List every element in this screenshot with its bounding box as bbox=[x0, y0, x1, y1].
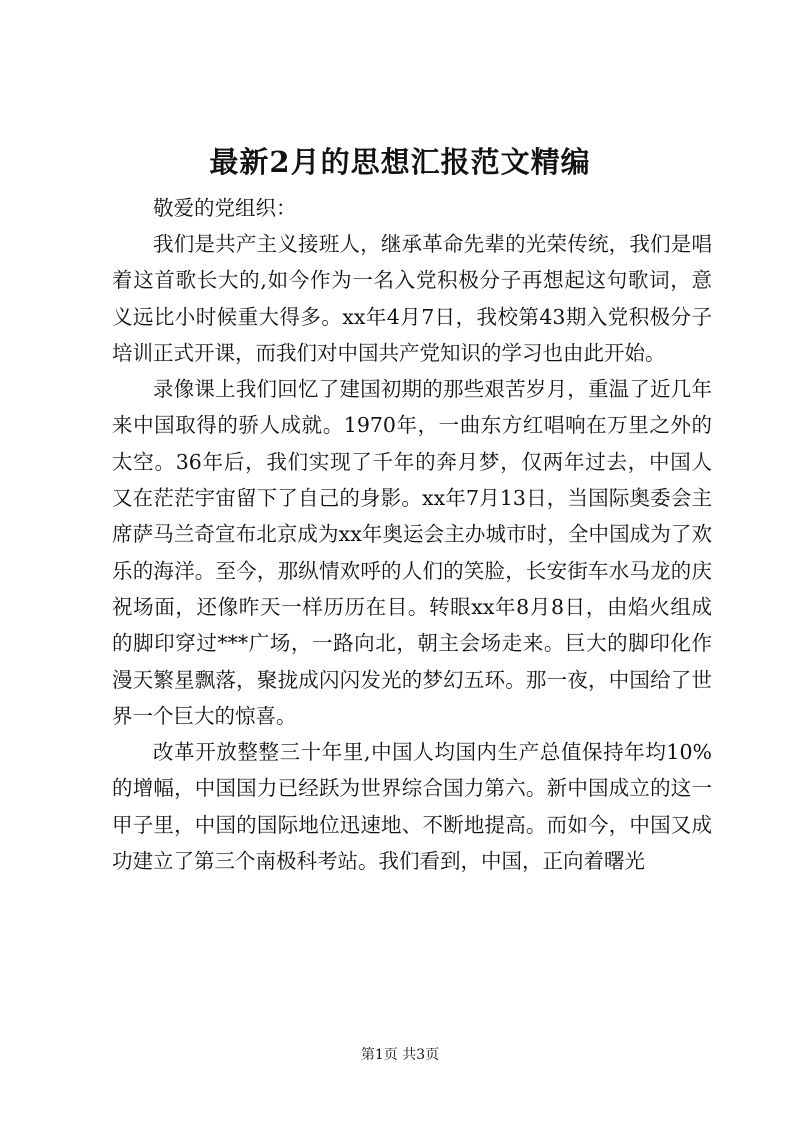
paragraph-3: 改革开放整整三十年里,中国人均国内生产总值保持年均10%的增幅，中国国力已经跃为世界综合国力第六。新中国成立的这一甲子里，中国的国际地位迅速地、不断地提高。而如今，中国又成功建立了第三个南极科考站。我们看到，中国，正向着曙光 bbox=[112, 740, 712, 874]
paragraph-1: 我们是共产主义接班人，继承革命先辈的光荣传统，我们是唱着这首歌长大的,如今作为一名入党积极分子再想起这句歌词，意义远比小时候重大得多。xx年4月7日，我校第43期入党积极分子培训正式开课，而我们对中国共产党知识的学习也由此开始。 bbox=[112, 232, 712, 365]
document-body bbox=[112, 192, 712, 879]
salutation: 敬爱的党组织： bbox=[153, 196, 297, 220]
document-title: 最新2月的思想汇报范文精编 bbox=[209, 145, 591, 179]
paragraph-2: 录像课上我们回忆了建国初期的那些艰苦岁月，重温了近几年来中国取得的骄人成就。1970年，一曲东方红唱响在万里之外的太空。36年后，我们实现了千年的奔月梦，仅两年过去，中国人又在茫茫宇宙留下了自己的身影。xx年7月13日，当国际奥委会主席萨马兰奇宣布北京成为xx年奥运会主办城市时，全中国成为了欢乐的海洋。至今，那纵情欢呼的人们的笑脸，长安街车水马龙的庆祝场面，还像昨天一样历历在目。转眼xx年8月8日，由焰火组成的脚印穿过***广场，一路向北，朝主会场走来。巨大的脚印化作漫天繁星飘落，聚拢成闪闪发光的梦幻五环。那一夜，中国给了世界一个巨大的惊喜。 bbox=[112, 377, 712, 728]
page-number-footer: 第1页 共3页 bbox=[360, 1047, 440, 1063]
